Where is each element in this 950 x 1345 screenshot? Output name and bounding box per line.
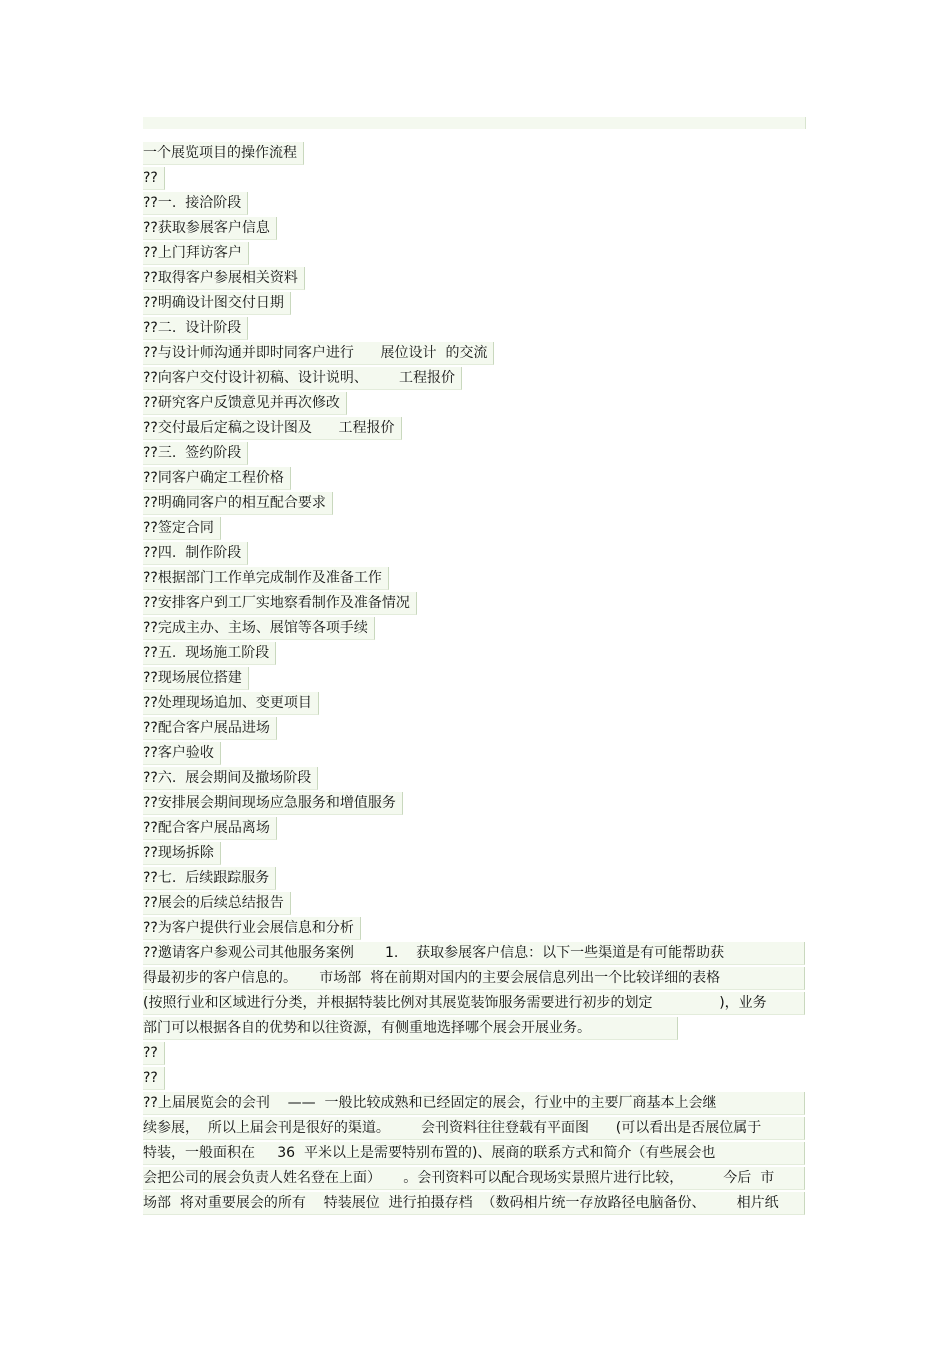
paragraph-line: 会把公司的展会负责人姓名登在上面） 。会刊资料可以配合现场实景照片进行比较， 今后 市 (143, 1167, 807, 1190)
list-item: ??签定合同 (143, 517, 807, 540)
list-item: ??取得客户参展相关资料 (143, 267, 807, 290)
paragraph-line: ??邀请客户参观公司其他服务案例 1. 获取参展客户信息：以下一些渠道是有可能帮助获 (143, 942, 807, 965)
section-heading: ??四. 制作阶段 (143, 542, 807, 565)
list-item: ??客户验收 (143, 742, 807, 765)
list-item: ?? (143, 1067, 807, 1090)
list-item: ??配合客户展品离场 (143, 817, 807, 840)
section-heading: ??三. 签约阶段 (143, 442, 807, 465)
document-title: 一个展览项目的操作流程 (143, 142, 807, 165)
list-item: ??同客户确定工程价格 (143, 467, 807, 490)
list-item: ??交付最后定稿之设计图及 工程报价 (143, 417, 807, 440)
document-body (143, 142, 807, 1217)
list-item: ??根据部门工作单完成制作及准备工作 (143, 567, 807, 590)
list-item: ??完成主办、主场、展馆等各项手续 (143, 617, 807, 640)
section-heading: ??七. 后续跟踪服务 (143, 867, 807, 890)
list-item: ??明确设计图交付日期 (143, 292, 807, 315)
list-item: ??为客户提供行业会展信息和分析 (143, 917, 807, 940)
list-item: ??明确同客户的相互配合要求 (143, 492, 807, 515)
paragraph-line: 场部 将对重要展会的所有 特装展位 进行拍摄存档 （数码相片统一存放路径电脑备份、 相片纸 (143, 1192, 807, 1215)
list-item: ?? (143, 167, 807, 190)
paragraph-line: (按照行业和区域进行分类，并根据特装比例对其展览装饰服务需要进行初步的划定 )，业务 (143, 992, 807, 1015)
section-heading: ??一. 接洽阶段 (143, 192, 807, 215)
paragraph-line: 部门可以根据各自的优势和以往资源，有侧重地选择哪个展会开展业务。 (143, 1017, 807, 1040)
list-item: ?? (143, 1042, 807, 1065)
paragraph-line: ??上届展览会的会刊 —— 一般比较成熟和已经固定的展会，行业中的主要厂商基本上会继 (143, 1092, 807, 1115)
paragraph-line: 得最初步的客户信息的。 市场部 将在前期对国内的主要会展信息列出一个比较详细的表格 (143, 967, 807, 990)
paragraph-line: 特装，一般面积在 36 平米以上是需要特别布置的)、展商的联系方式和简介（有些展会也 (143, 1142, 807, 1165)
list-item: ??获取参展客户信息 (143, 217, 807, 240)
section-heading: ??五. 现场施工阶段 (143, 642, 807, 665)
list-item: ??上门拜访客户 (143, 242, 807, 265)
list-item: ??安排展会期间现场应急服务和增值服务 (143, 792, 807, 815)
list-item: ??现场拆除 (143, 842, 807, 865)
list-item: ??与设计师沟通并即时同客户进行 展位设计 的交流 (143, 342, 807, 365)
list-item: ??配合客户展品进场 (143, 717, 807, 740)
list-item: ??安排客户到工厂实地察看制作及准备情况 (143, 592, 807, 615)
paragraph-line: 续参展， 所以上届会刊是很好的渠道。 会刊资料往往登载有平面图 (可以看出是否展位属于 (143, 1117, 807, 1140)
list-item: ??展会的后续总结报告 (143, 892, 807, 915)
list-item: ??研究客户反馈意见并再次修改 (143, 392, 807, 415)
top-rule (143, 117, 806, 129)
list-item: ??现场展位搭建 (143, 667, 807, 690)
section-heading: ??二. 设计阶段 (143, 317, 807, 340)
list-item: ??处理现场追加、变更项目 (143, 692, 807, 715)
list-item: ??向客户交付设计初稿、设计说明、 工程报价 (143, 367, 807, 390)
section-heading: ??六. 展会期间及撤场阶段 (143, 767, 807, 790)
